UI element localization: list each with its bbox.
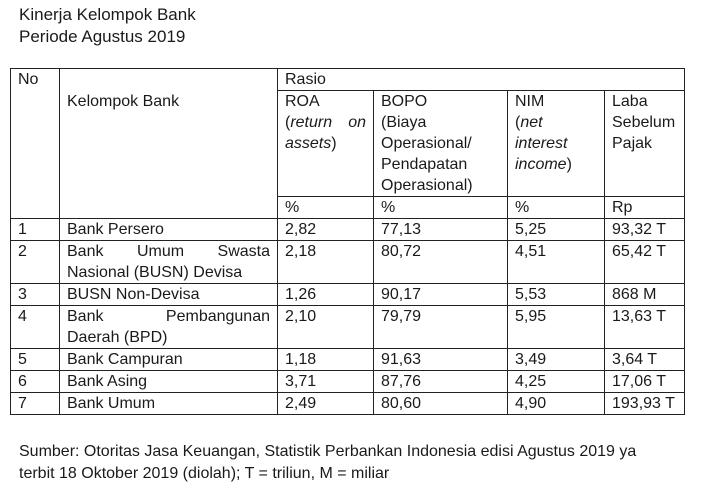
source-footnote — [19, 441, 720, 485]
nim-header: NIM (net interest income) — [508, 91, 605, 197]
row-no: 3 — [11, 284, 60, 306]
bank-group-line-1: Bank Asing — [67, 373, 148, 390]
bank-group-line-1: Bank Umum — [67, 395, 156, 412]
bank-group-line-1: Bank Pembangunan — [67, 308, 270, 325]
row-nim: 5,53 — [508, 284, 605, 306]
table-row — [11, 371, 685, 393]
row-bank-group — [60, 241, 278, 284]
row-bank-group — [60, 371, 278, 393]
nim-desc: net interest income — [515, 114, 568, 173]
group-header: Kelompok Bank — [60, 69, 278, 219]
no-header: No — [11, 69, 60, 219]
row-bopo: 80,60 — [374, 393, 508, 415]
row-bopo: 77,13 — [374, 219, 508, 241]
row-no: 1 — [11, 219, 60, 241]
laba-unit: Rp — [605, 197, 685, 219]
row-nim: 3,49 — [508, 349, 605, 371]
table-row — [11, 393, 685, 415]
row-laba: 193,93 T — [605, 393, 685, 415]
roa-unit: % — [278, 197, 374, 219]
bank-group-line-2: Daerah (BPD) — [67, 329, 168, 346]
table-row — [11, 349, 685, 371]
bank-group-line-2: Nasional (BUSN) Devisa — [67, 264, 243, 281]
bopo-header — [374, 91, 508, 197]
heading — [19, 4, 196, 48]
row-bank-group — [60, 393, 278, 415]
row-laba: 17,06 T — [605, 371, 685, 393]
row-no: 5 — [11, 349, 60, 371]
bopo-unit: % — [374, 197, 508, 219]
row-laba: 868 M — [605, 284, 685, 306]
title: Kinerja Kelompok Bank — [19, 5, 196, 24]
subtitle: Periode Agustus 2019 — [19, 27, 186, 46]
nim-name: NIM — [515, 93, 545, 110]
row-bopo: 91,63 — [374, 349, 508, 371]
table-row — [11, 284, 685, 306]
bank-group-line-1: BUSN Non-Devisa — [67, 286, 200, 303]
bank-performance-table — [10, 68, 685, 415]
nim-unit: % — [508, 197, 605, 219]
table-row — [11, 219, 685, 241]
roa-name: ROA — [285, 93, 320, 110]
bopo-name: BOPO — [381, 93, 428, 110]
row-no: 7 — [11, 393, 60, 415]
laba-header: Laba Sebelum Pajak — [605, 91, 685, 197]
row-nim: 5,25 — [508, 219, 605, 241]
row-no: 6 — [11, 371, 60, 393]
roa-desc: return on assets — [285, 114, 366, 152]
row-laba: 13,63 T — [605, 306, 685, 349]
row-nim: 5,95 — [508, 306, 605, 349]
row-laba: 65,42 T — [605, 241, 685, 284]
rasio-header: Rasio — [278, 69, 685, 91]
row-bopo: 79,79 — [374, 306, 508, 349]
row-laba: 93,32 T — [605, 219, 685, 241]
roa-header: ROA (return on assets) — [278, 91, 374, 197]
row-bank-group — [60, 219, 278, 241]
row-roa: 1,18 — [278, 349, 374, 371]
row-bank-group — [60, 306, 278, 349]
row-roa: 2,10 — [278, 306, 374, 349]
footnote-line-1: Sumber: Otoritas Jasa Keuangan, Statistik Perbankan Indonesia edisi Agustus 2019 ya — [19, 443, 637, 460]
row-roa: 2,82 — [278, 219, 374, 241]
footnote-line-2: terbit 18 Oktober 2019 (diolah); T = triliun, M = miliar — [19, 465, 390, 482]
row-roa: 2,49 — [278, 393, 374, 415]
table-row — [11, 306, 685, 349]
row-nim: 4,51 — [508, 241, 605, 284]
row-laba: 3,64 T — [605, 349, 685, 371]
header-row-rasio — [11, 69, 685, 91]
bank-group-line-1: Bank Umum Swasta — [67, 243, 270, 260]
row-bank-group — [60, 349, 278, 371]
row-nim: 4,90 — [508, 393, 605, 415]
bank-group-line-1: Bank Campuran — [67, 351, 183, 368]
table-row — [11, 241, 685, 284]
row-no: 4 — [11, 306, 60, 349]
row-bank-group — [60, 284, 278, 306]
row-roa: 3,71 — [278, 371, 374, 393]
row-no: 2 — [11, 241, 60, 284]
row-nim: 4,25 — [508, 371, 605, 393]
row-roa: 1,26 — [278, 284, 374, 306]
bopo-desc: (Biaya Operasional/ Pendapatan Operasional) — [381, 114, 473, 194]
row-bopo: 80,72 — [374, 241, 508, 284]
bank-group-line-1: Bank Persero — [67, 221, 164, 238]
row-bopo: 90,17 — [374, 284, 508, 306]
row-bopo: 87,76 — [374, 371, 508, 393]
row-roa: 2,18 — [278, 241, 374, 284]
